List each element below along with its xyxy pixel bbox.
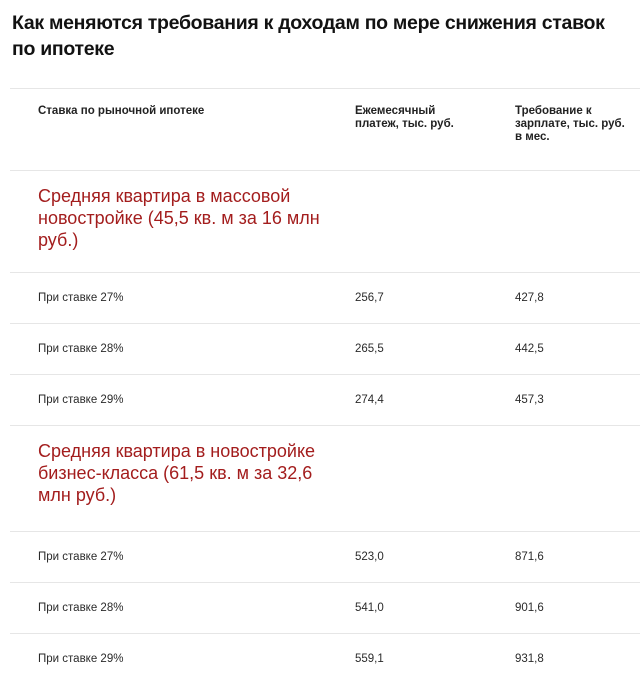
rate-cell: При ставке 29% [38, 653, 124, 665]
payment-cell: 256,7 [355, 292, 384, 304]
table-row [10, 583, 640, 633]
table-row [10, 324, 640, 374]
salary-cell: 871,6 [515, 551, 544, 563]
section-heading: Средняя квартира в новостройке бизнес-класса (61,5 кв. м за 32,6 млн руб.) [38, 441, 316, 505]
payment-cell: 265,5 [355, 343, 384, 355]
section-business-class [10, 426, 640, 531]
section-mass-market [10, 171, 640, 272]
table-row [10, 375, 640, 425]
salary-cell: 901,6 [515, 602, 544, 614]
salary-cell: 931,8 [515, 653, 544, 665]
mortgage-income-table [10, 88, 640, 684]
table-row [10, 273, 640, 323]
column-header-salary-requirement: Требование к зарплате, тыс. руб. в мес. [515, 105, 625, 143]
rate-cell: При ставке 27% [38, 551, 124, 563]
salary-cell: 442,5 [515, 343, 544, 355]
section-heading: Средняя квартира в массовой новостройке (45,5 кв. м за 16 млн руб.) [38, 186, 320, 250]
rate-cell: При ставке 28% [38, 343, 124, 355]
payment-cell: 559,1 [355, 653, 384, 665]
payment-cell: 541,0 [355, 602, 384, 614]
table-header-row [10, 89, 640, 170]
payment-cell: 274,4 [355, 394, 384, 406]
column-header-rate: Ставка по рыночной ипотеке [38, 105, 205, 117]
salary-cell: 457,3 [515, 394, 544, 406]
rate-cell: При ставке 28% [38, 602, 124, 614]
payment-cell: 523,0 [355, 551, 384, 563]
rate-cell: При ставке 29% [38, 394, 124, 406]
column-header-monthly-payment: Ежемесячный платеж, тыс. руб. [355, 105, 454, 130]
rate-cell: При ставке 27% [38, 292, 124, 304]
salary-cell: 427,8 [515, 292, 544, 304]
table-row [10, 532, 640, 582]
page-title: Как меняются требования к доходам по мере снижения ставок по ипотеке [12, 12, 605, 60]
